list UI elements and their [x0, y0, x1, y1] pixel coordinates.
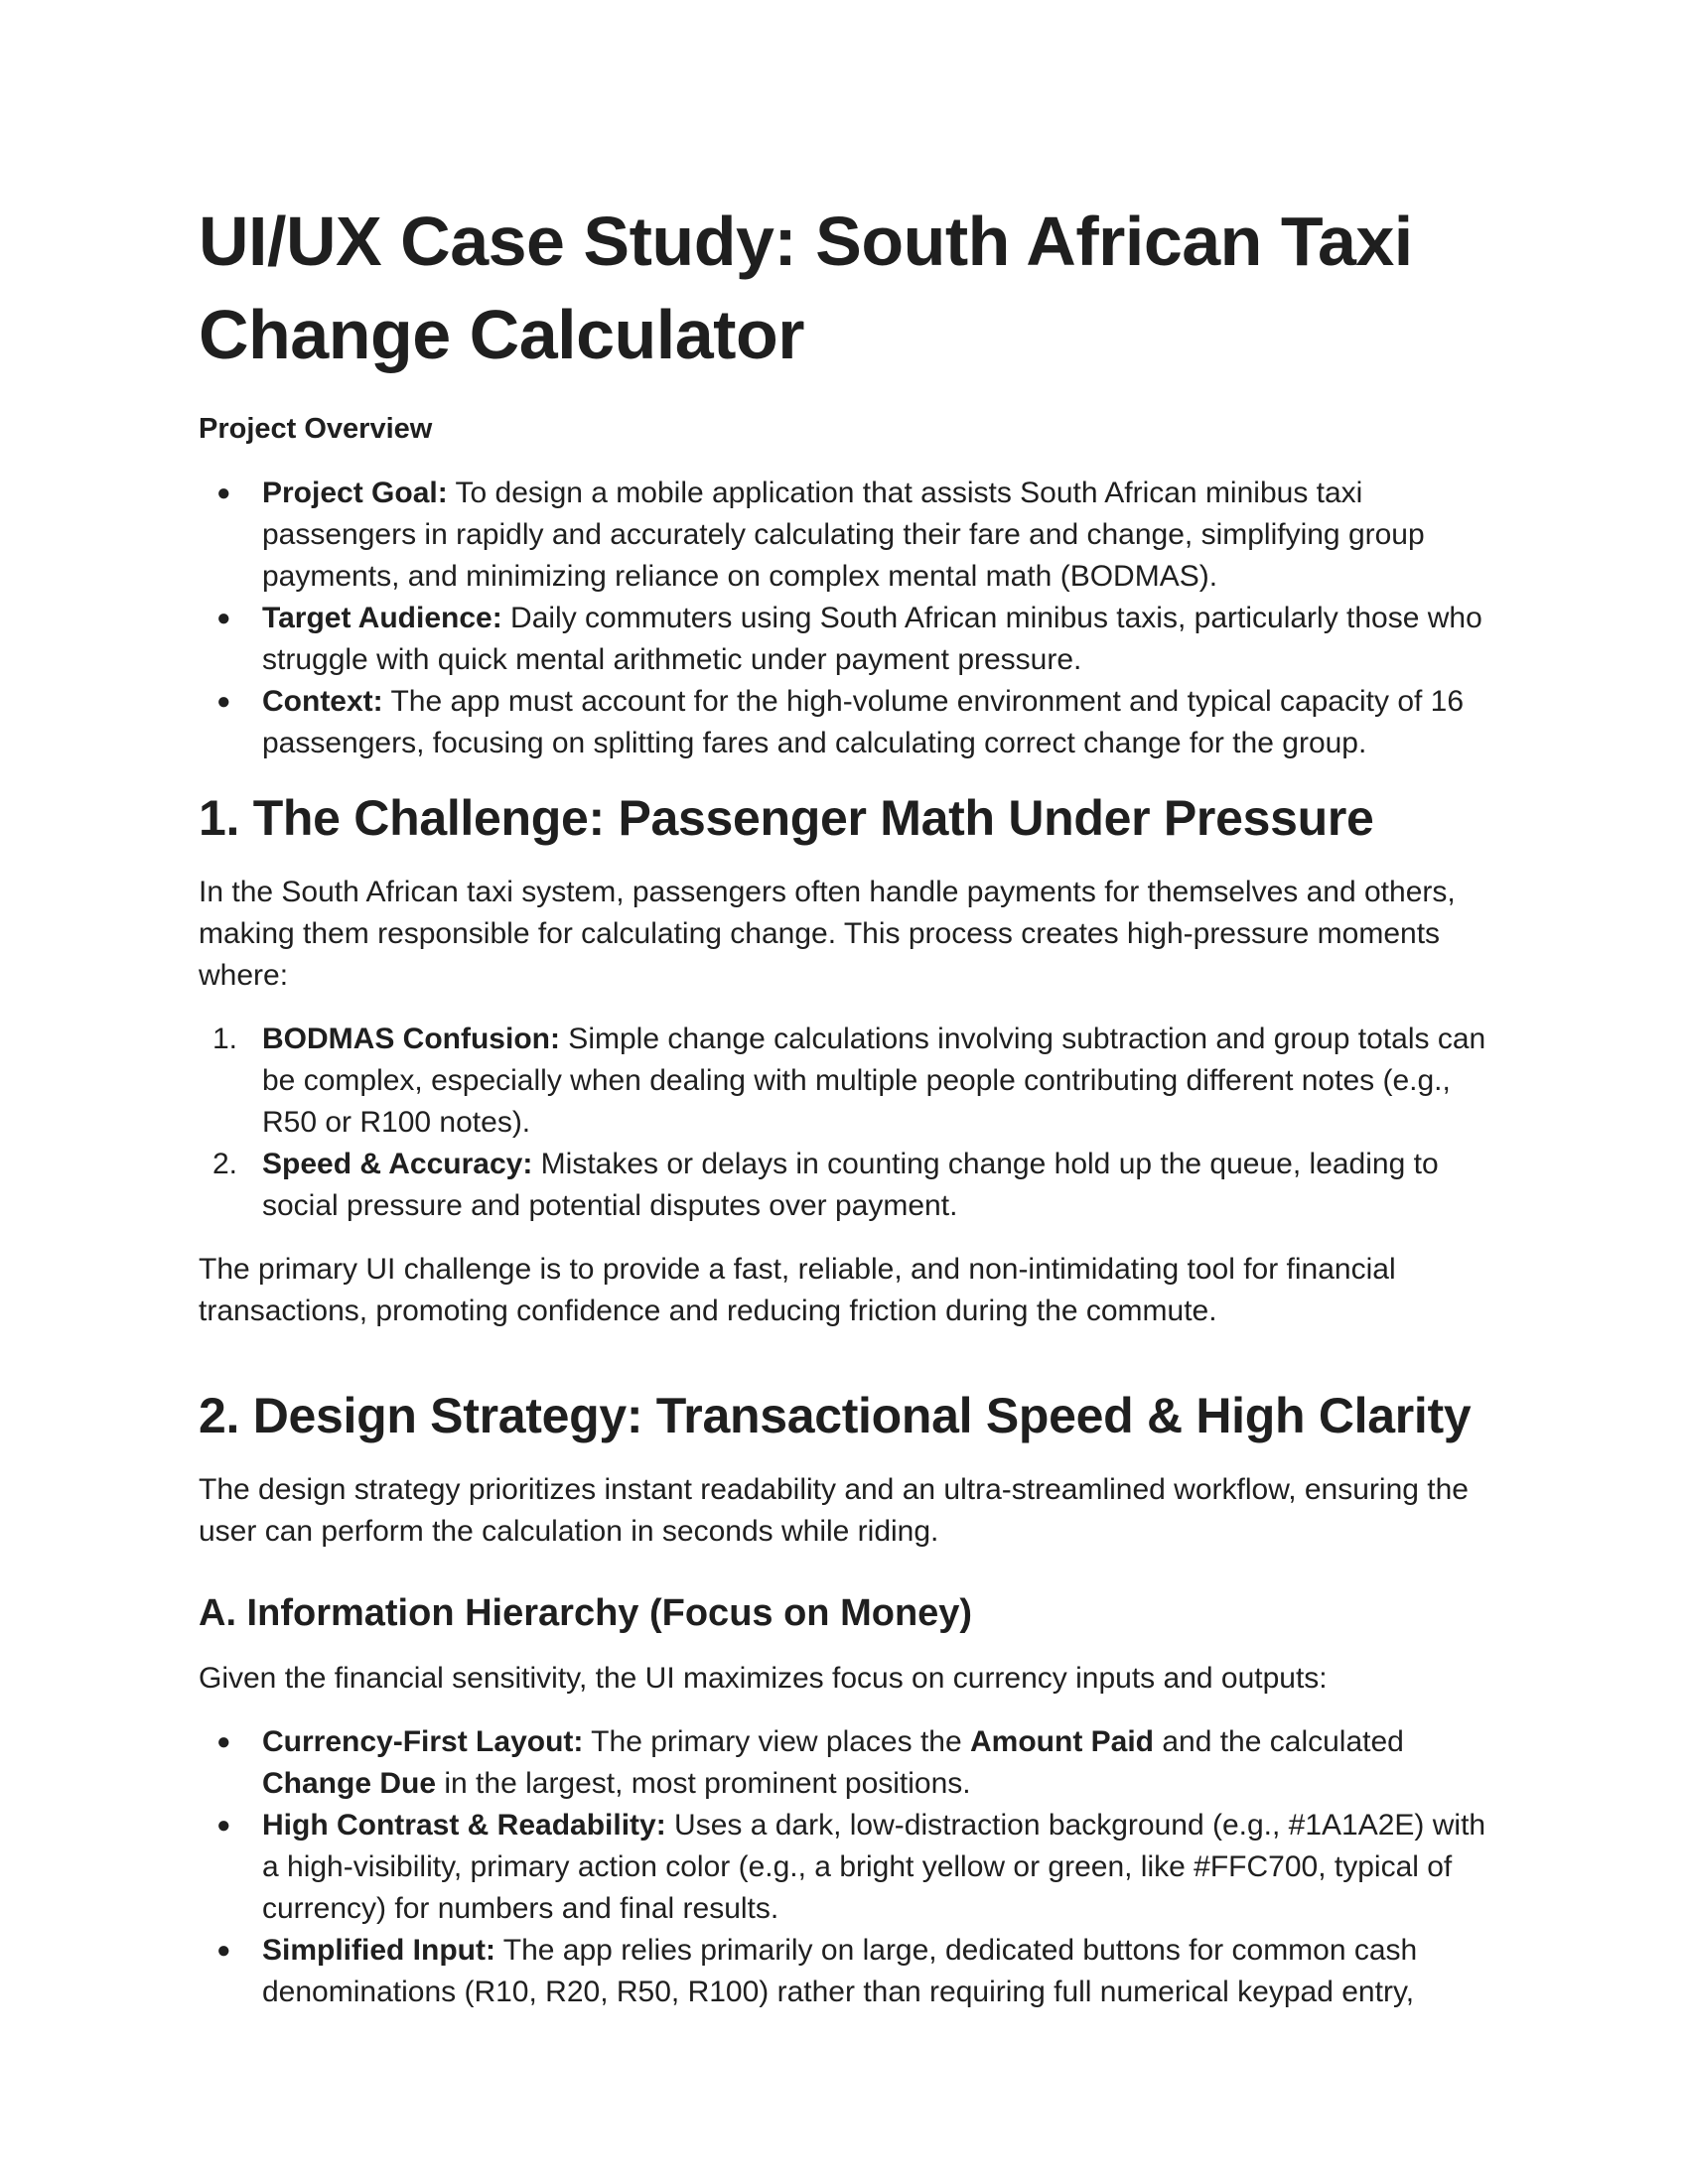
item-label: BODMAS Confusion: [262, 1023, 560, 1055]
item-text: The app relies primarily on large, dedicated buttons for common cash denominations (R10, R20, R50, R100) rather than requiring full numerical keypad entry, [262, 1934, 1418, 2008]
bullet-icon: ● [216, 605, 231, 631]
item-text: Uses a dark, low-distraction background (e.g., #1A1A2E) with a high-visibility, primary action color (e.g., a bright yellow or green, like #FFC700, typical of currency) for numbers and final results. [262, 1809, 1486, 1925]
document-title [199, 195, 1489, 381]
item-label: High Contrast & Readability: [262, 1809, 666, 1842]
title-line-2: Change Calculator [199, 296, 804, 373]
list-item [199, 598, 1489, 681]
item-text: in the largest, most prominent positions. [436, 1767, 971, 1800]
item-label: Project Goal: [262, 477, 448, 509]
item-text: The primary view places the [583, 1725, 970, 1758]
list-item [199, 1805, 1489, 1930]
item-number: 1. [212, 1023, 238, 1055]
list-item [199, 1144, 1489, 1227]
title-line-1: UI/UX Case Study: South African Taxi [199, 203, 1413, 280]
list-item [199, 473, 1489, 598]
strategy-intro: The design strategy prioritizes instant readability and an ultra-streamlined workflow, ensuring the user can perform the calculation in seconds while riding. [199, 1473, 1469, 1548]
bullet-icon: ● [216, 479, 231, 506]
item-text: Daily commuters using South African minibus taxis, particularly those who struggle with quick mental arithmetic under payment pressure. [262, 602, 1482, 676]
challenge-heading: 1. The Challenge: Passenger Math Under Pressure [199, 790, 1374, 846]
challenge-intro: In the South African taxi system, passengers often handle payments for themselves and others, making them responsible for calculating change. This process creates high-pressure moments where: [199, 876, 1456, 992]
bullet-icon: ● [216, 688, 231, 715]
bullet-icon: ● [216, 1812, 231, 1839]
hierarchy-list [199, 1721, 1489, 2013]
list-item [199, 1930, 1489, 2013]
item-text: and the calculated [1154, 1725, 1404, 1758]
item-text: Simple change calculations involving subtraction and group totals can be complex, especially when dealing with multiple people contributing different notes (e.g., R50 or R100 notes). [262, 1023, 1486, 1139]
item-text: To design a mobile application that assists South African minibus taxi passengers in rapidly and accurately calculating their fare and change, simplifying group payments, and minimizing reliance on complex mental math (BODMAS). [262, 477, 1425, 593]
bullet-icon: ● [216, 1937, 231, 1964]
challenge-outro: The primary UI challenge is to provide a fast, reliable, and non-intimidating tool for financial transactions, promoting confidence and reducing friction during the commute. [199, 1253, 1396, 1327]
challenge-list [199, 1019, 1489, 1227]
item-emphasis: Amount Paid [970, 1725, 1154, 1758]
strategy-heading: 2. Design Strategy: Transactional Speed & High Clarity [199, 1388, 1472, 1443]
list-item [199, 681, 1489, 764]
item-label: Simplified Input: [262, 1934, 495, 1967]
overview-heading: Project Overview [199, 413, 433, 445]
list-item [199, 1721, 1489, 1805]
item-text: The app must account for the high-volume environment and typical capacity of 16 passengers, focusing on splitting fares and calculating correct change for the group. [262, 685, 1465, 759]
item-text: Mistakes or delays in counting change hold up the queue, leading to social pressure and potential disputes over payment. [262, 1148, 1439, 1222]
hierarchy-heading: A. Information Hierarchy (Focus on Money) [199, 1592, 973, 1634]
item-label: Currency-First Layout: [262, 1725, 584, 1758]
hierarchy-intro: Given the financial sensitivity, the UI maximizes focus on currency inputs and outputs: [199, 1662, 1328, 1695]
item-label: Target Audience: [262, 602, 502, 634]
overview-list [199, 473, 1489, 764]
item-label: Speed & Accuracy: [262, 1148, 533, 1180]
item-emphasis: Change Due [262, 1767, 437, 1800]
item-number: 2. [212, 1148, 238, 1180]
item-label: Context: [262, 685, 383, 718]
bullet-icon: ● [216, 1728, 231, 1755]
list-item [199, 1019, 1489, 1144]
